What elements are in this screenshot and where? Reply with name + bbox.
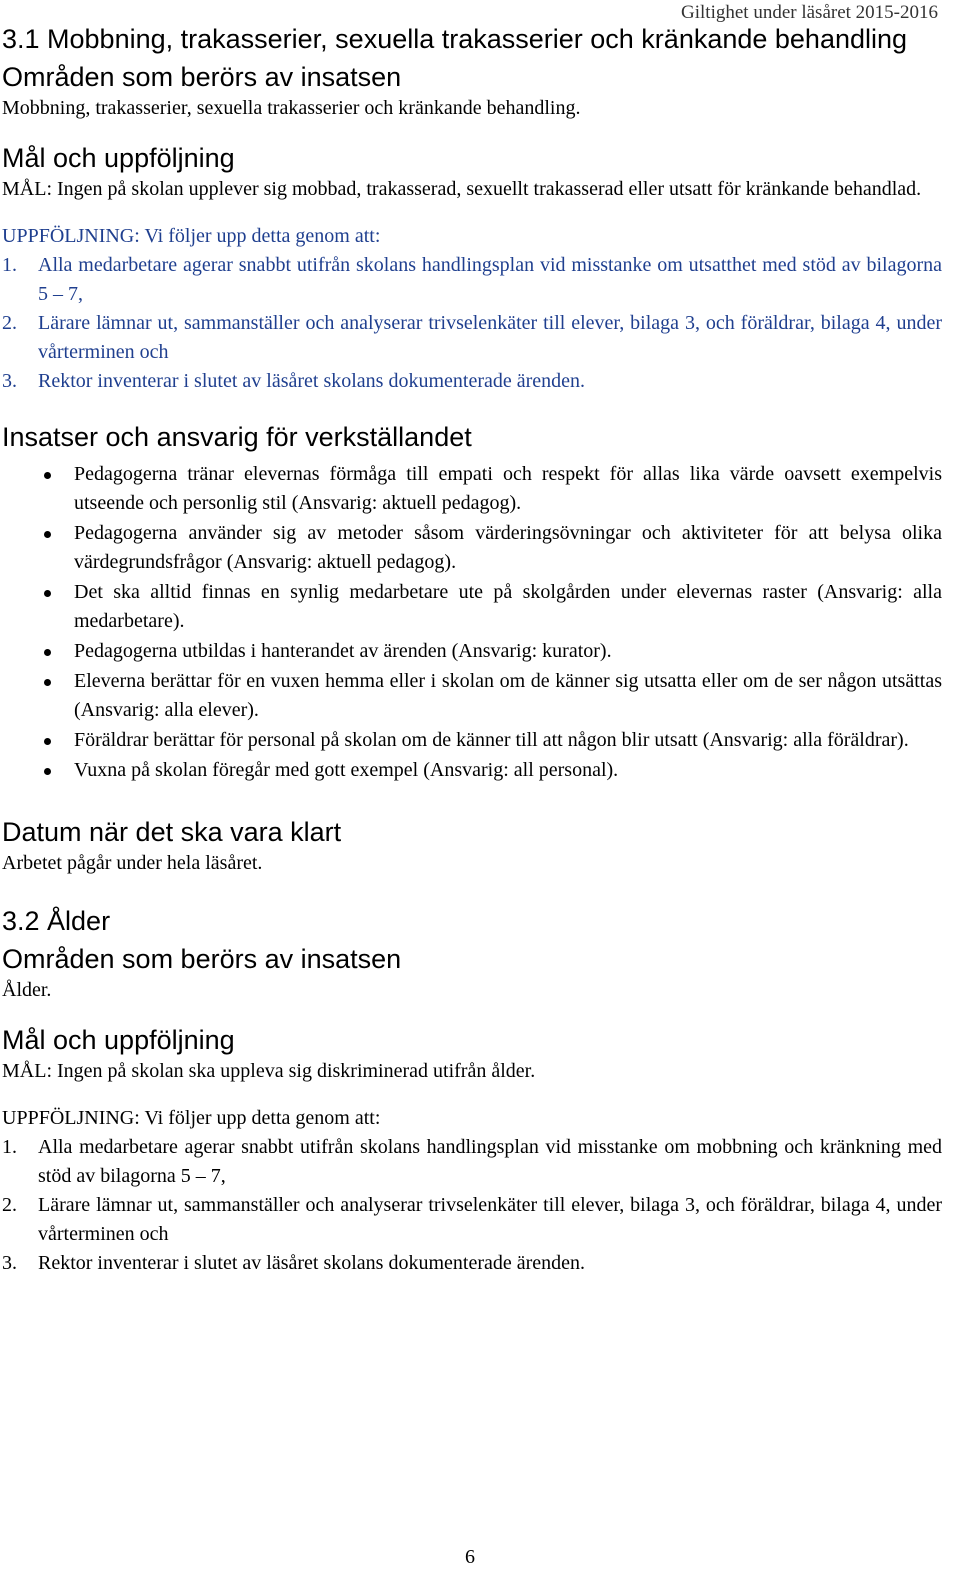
list-item: [2, 726, 942, 755]
page-number: 6: [465, 1546, 475, 1568]
bullet-icon: [44, 768, 51, 775]
list-number: 1.: [2, 1136, 17, 1158]
list-number: 3.: [2, 370, 17, 392]
list-item: [2, 756, 942, 785]
areas-heading: Områden som berörs av insatsen: [2, 62, 402, 92]
list-number: 2.: [2, 1194, 17, 1216]
list-item: [2, 309, 942, 367]
areas-text: Mobbning, trakasserier, sexuella trakasserier och kränkande behandling.: [2, 97, 581, 119]
goal-text: MÅL: Ingen på skolan ska uppleva sig diskriminerad utifrån ålder.: [2, 1060, 536, 1082]
list-item: [2, 460, 942, 518]
list-number: 2.: [2, 312, 17, 334]
list-item: [2, 637, 942, 666]
list-item: [2, 367, 942, 396]
followup-list: [2, 1133, 942, 1278]
list-text: Alla medarbetare agerar snabbt utifrån skolans handlingsplan vid misstanke om mobbning och kränkning med stöd av bilagorna 5 – 7,: [38, 1136, 942, 1187]
bullet-icon: [44, 649, 51, 656]
bullet-icon: [44, 472, 51, 479]
list-item: [2, 1191, 942, 1249]
list-text: Pedagogerna använder sig av metoder såsom värderingsövningar och aktiviteter för att belysa olika värdegrundsfrågor (Ansvarig: aktuell pedagog).: [74, 522, 942, 573]
bullet-icon: [44, 679, 51, 686]
page-content: [2, 22, 942, 1278]
list-item: [2, 578, 942, 636]
list-number: 1.: [2, 254, 17, 276]
date-text: Arbetet pågår under hela läsåret.: [2, 852, 263, 874]
goal-heading: Mål och uppföljning: [2, 143, 235, 173]
measures-list: [2, 460, 942, 785]
list-text: Lärare lämnar ut, sammanställer och analyserar trivselenkäter till elever, bilaga 3, och föräldrar, bilaga 4, under vårterminen och: [38, 1194, 942, 1245]
bullet-icon: [44, 590, 51, 597]
list-text: Föräldrar berättar för personal på skolan om de känner till att någon blir utsatt (Ansvarig: alla föräldrar).: [74, 729, 909, 751]
followup-intro: UPPFÖLJNING: Vi följer upp detta genom att:: [2, 225, 381, 247]
followup-intro: UPPFÖLJNING: Vi följer upp detta genom att:: [2, 1107, 381, 1129]
bullet-icon: [44, 738, 51, 745]
list-item: [2, 251, 942, 309]
list-text: Det ska alltid finnas en synlig medarbetare ute på skolgården under elevernas raster (Ansvarig: alla medarbetare).: [74, 581, 942, 632]
measures-heading: Insatser och ansvarig för verkställandet: [2, 422, 472, 452]
section-title: 3.1 Mobbning, trakasserier, sexuella trakasserier och kränkande behandling: [2, 24, 908, 54]
list-text: Pedagogerna tränar elevernas förmåga till empati och respekt för allas lika värde oavsett exempelvis utseende och personlig stil (Ansvarig: aktuell pedagog).: [74, 463, 942, 514]
list-text: Lärare lämnar ut, sammanställer och analyserar trivselenkäter till elever, bilaga 3, och föräldrar, bilaga 4, under vårterminen och: [38, 312, 942, 363]
followup-list: [2, 251, 942, 396]
list-text: Rektor inventerar i slutet av läsåret skolans dokumenterade ärenden.: [38, 1252, 586, 1274]
list-item: [2, 1249, 942, 1278]
areas-heading: Områden som berörs av insatsen: [2, 944, 402, 974]
section-title: 3.2 Ålder: [2, 906, 111, 936]
goal-text: MÅL: Ingen på skolan upplever sig mobbad, trakasserad, sexuellt trakasserad eller utsatt för kränkande behandlad.: [2, 178, 922, 200]
goal-heading: Mål och uppföljning: [2, 1025, 235, 1055]
bullet-icon: [44, 531, 51, 538]
validity-header: Giltighet under läsåret 2015-2016: [681, 2, 938, 23]
list-text: Rektor inventerar i slutet av läsåret skolans dokumenterade ärenden.: [38, 370, 586, 392]
list-text: Alla medarbetare agerar snabbt utifrån skolans handlingsplan vid misstanke om utsatthet med stöd av bilagorna 5 – 7,: [38, 254, 942, 305]
list-item: [2, 1133, 942, 1191]
date-heading: Datum när det ska vara klart: [2, 817, 342, 847]
list-item: [2, 519, 942, 577]
list-text: Vuxna på skolan föregår med gott exempel (Ansvarig: all personal).: [74, 759, 619, 781]
list-text: Pedagogerna utbildas i hanterandet av ärenden (Ansvarig: kurator).: [74, 640, 612, 662]
list-number: 3.: [2, 1252, 17, 1274]
areas-text: Ålder.: [2, 979, 52, 1001]
list-text: Eleverna berättar för en vuxen hemma eller i skolan om de känner sig utsatta eller om de ser någon utsättas (Ansvarig: alla elever).: [74, 670, 942, 721]
list-item: [2, 667, 942, 725]
